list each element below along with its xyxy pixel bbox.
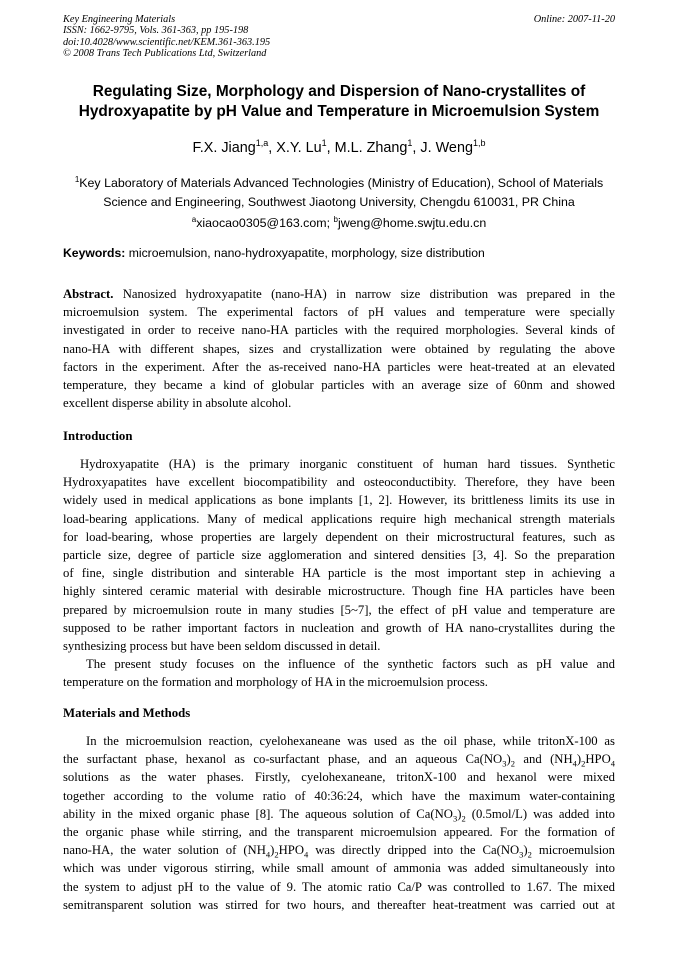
journal-name: Key Engineering Materials <box>63 14 176 25</box>
abstract-line: nano-HA with different shapes, sizes and crystallization were obtained by regulating the above <box>63 341 615 356</box>
paragraph-line: prepared by microemulsion route in many studies [5~7], the effect of pH value and temperature are <box>63 602 615 617</box>
paragraph-line: for load-bearing, whose properties are largely dependent on their microstructural features, such as <box>63 529 615 544</box>
paragraph-line: nano-HA, the water solution of $(NH_4)_2HPO_4$ was directly dripped into the $Ca(NO_3)_2$ microemulsion <box>63 843 615 860</box>
paragraph-line: together according to the volume ratio of 40:36:24, which have the maximum water-containing <box>63 788 615 803</box>
author-name: X.Y. Lu <box>276 139 322 156</box>
author-name: J. Weng <box>420 139 473 156</box>
keywords-label: Keywords: <box>63 246 126 260</box>
paragraph-line: supposed to be rather important factors in nucleation and growth of HA nano-crystallites during the <box>63 620 615 635</box>
paragraph-line: the surfactant phase, hexanol as co-surfactant phase, and an aqueous $Ca(NO_3)_2$ and $(NH_4)_2HPO_4$ <box>63 752 615 769</box>
paragraph-line: highly sintered ceramic material with desirable microstructure. Though fine HA particles have been <box>63 584 615 599</box>
affiliation-line-2: Science and Engineering, Southwest Jiaotong University, Chengdu 610031, PR China <box>103 194 575 209</box>
paragraph-line: the organic phase while stirring, and the transparent microemulsion appeared. For the formation of <box>63 824 615 839</box>
paragraph-line: semitransparent solution was stirred for two hours, and thereafter heat-treatment was carried out at <box>63 897 615 912</box>
paragraph-line: temperature on the formation and morphology of HA in the microemulsion process. <box>63 675 488 690</box>
email-b: jweng@home.swjtu.edu.cn <box>337 216 487 231</box>
keywords <box>63 245 623 261</box>
abstract-line: microemulsion system. The experimental factors of pH values and temperature were specially <box>63 305 615 320</box>
affiliation-line-1: Key Laboratory of Materials Advanced Technologies (Ministry of Education), School of Materials <box>79 176 604 191</box>
abstract-line: Abstract. Nanosized hydroxyapatite (nano-HA) in narrow size distribution was prepared in the <box>63 287 615 301</box>
author-list: F.X. Jiang$^{1,a}$, X.Y. Lu$^1$, M.L. Zhang$^1$, J. Weng$^{1,b}$ <box>192 138 486 156</box>
doi-line: doi:10.4028/www.scientific.net/KEM.361-363.195 <box>63 36 271 48</box>
email-sup: b <box>333 215 338 225</box>
paragraph-line: Hydroxyapatites have excellent biocompatibility and osteoconductibity. Therefore, they have been <box>63 475 615 490</box>
introduction-body <box>63 455 615 691</box>
copyright-line: © 2008 Trans Tech Publications Ltd, Switzerland <box>63 48 267 60</box>
author-sup: 1,a <box>255 138 269 148</box>
title-line-1: Regulating Size, Morphology and Dispersion of Nano-crystallites of <box>92 83 586 100</box>
paragraph-line: which was under vigorous stirring, while small amount of ammonia was added simultaneously into <box>63 861 615 876</box>
methods-heading: Materials and Methods <box>63 706 191 720</box>
paragraph-line: solutions as the water phases. Firstly, cyelohexaneane, tritonX-100 and hexanol were mixed <box>63 770 615 785</box>
issn-line: ISSN: 1662-9795, Vols. 361-363, pp 195-198 <box>63 25 249 37</box>
keywords-text: microemulsion, nano-hydroxyapatite, morphology, size distribution <box>128 246 485 260</box>
journal-header <box>63 14 615 60</box>
abstract-label: Abstract. <box>63 287 114 301</box>
title-line-2: Hydroxyapatite by pH Value and Temperature in Microemulsion System <box>78 103 600 120</box>
paragraph-line: Hydroxyapatite (HA) is the primary inorganic constituent of human hard tissues. Synthetic <box>80 457 615 471</box>
paragraph-line: In the microemulsion reaction, cyelohexaneane was used as the oil phase, while tritonX-100 as <box>86 734 615 748</box>
methods-body <box>63 732 615 914</box>
author-sup: 1 <box>407 138 413 148</box>
abstract <box>63 285 615 412</box>
affiliation <box>40 171 638 233</box>
paragraph-line: particle size, degree of particle size agglomeration and sintered densities [3, 4]. So the preparation <box>63 547 615 562</box>
paragraph-line: of fine, single distribution and sinterable HA particle is the most important step in achieving a <box>63 566 615 581</box>
email-a: xiaocao0305@163.com; <box>196 216 331 231</box>
author-name: M.L. Zhang <box>334 139 408 156</box>
online-date: Online: 2007-11-20 <box>533 14 615 25</box>
paragraph-line: load-bearing applications. Many of medical applications require high mechanical strength materials <box>63 511 615 526</box>
author-sup: 1 <box>321 138 327 148</box>
abstract-line: temperature, they became a kind of globular particles with an average size of 60nm and showed <box>63 377 615 392</box>
email-sup: a <box>191 215 197 225</box>
paragraph-line: The present study focuses on the influence of the synthetic factors such as pH value and <box>86 657 615 672</box>
author-name: F.X. Jiang <box>192 139 256 156</box>
author-sup: 1,b <box>472 138 486 148</box>
affiliation-sup: 1 <box>74 175 80 184</box>
abstract-line: excellent disperse ability in absolute alcohol. <box>63 396 292 411</box>
paragraph-line: widely used in medical applications as bone implants [1, 2]. However, its brittleness limits its use in <box>63 493 615 508</box>
email-line <box>40 211 638 233</box>
paper-title <box>40 82 638 122</box>
introduction-heading: Introduction <box>63 429 133 443</box>
abstract-line: factors in the experiment. After the as-received nano-HA particles were heat-treated at an elevated <box>63 359 615 374</box>
paragraph-line: ability in the mixed organic phase [8]. The aqueous solution of $Ca(NO_3)_2$ (0.5mol/L) was added into <box>63 806 615 824</box>
paragraph-line: the system to adjust pH to the value of 9. The atomic ratio Ca/P was controlled to 1.67. The mixed <box>63 879 615 894</box>
paragraph-line: synthesizing process but have been seldom discussed in detail. <box>63 638 381 653</box>
abstract-line: investigated in order to receive nano-HA particles with the required morphologies. Several kinds of <box>63 323 615 338</box>
